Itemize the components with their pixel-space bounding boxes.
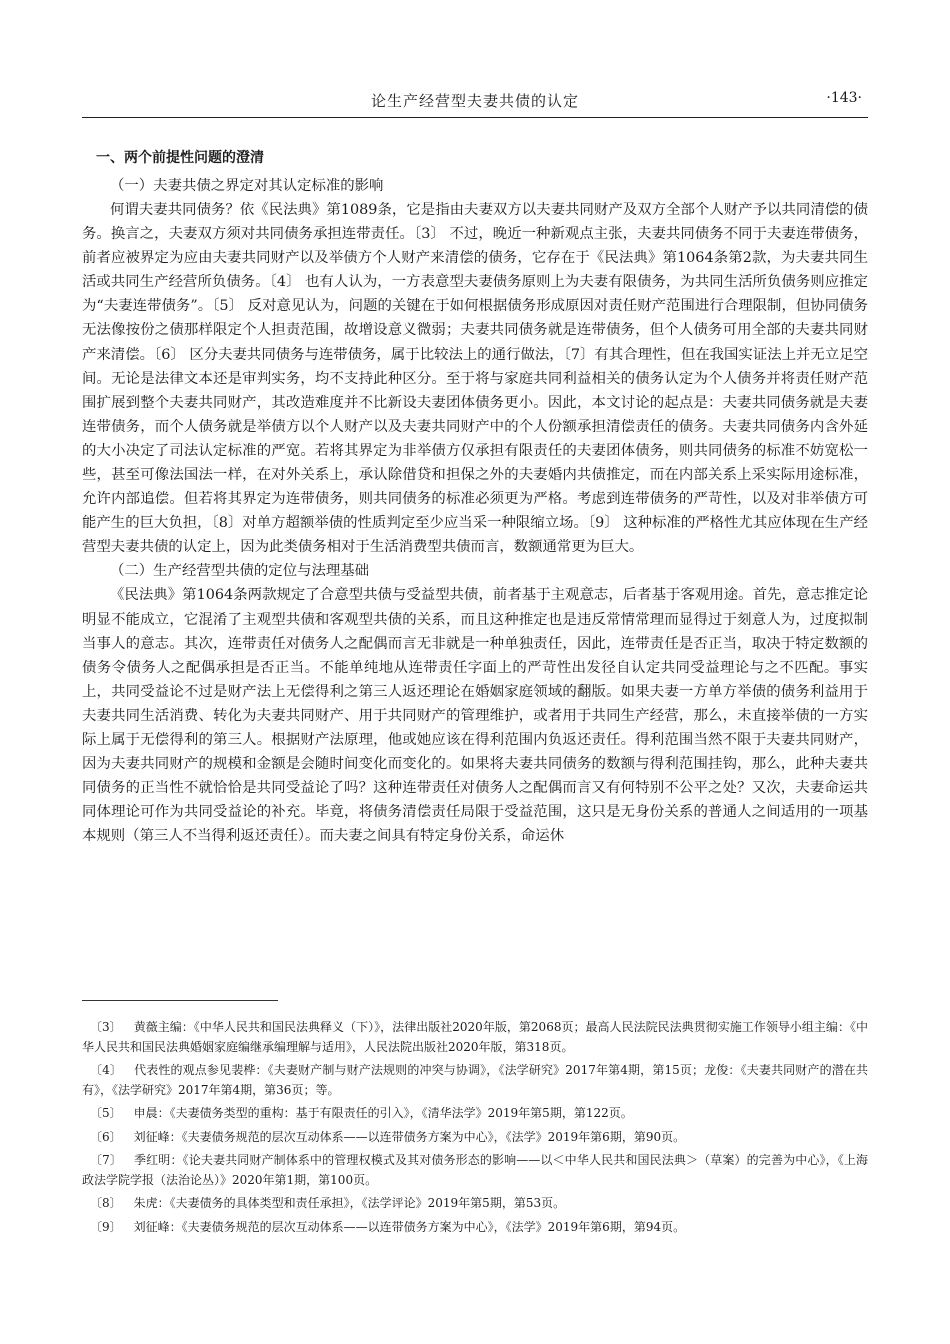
footnote-number: 〔7〕 <box>90 1153 123 1167</box>
footnote <box>82 1194 868 1214</box>
footnote-text: 季红明：《论夫妻共同财产制体系中的管理权模式及其对债务形态的影响——以＜中华人民共和国民法典＞（草案）的完善为中心》，《上海政法学院学报（法治论丛）》2020年第1期，第100页。 <box>82 1153 868 1187</box>
header-rule <box>82 117 868 118</box>
footnote-text: 刘征峰：《夫妻债务规范的层次互动体系——以连带债务方案为中心》，《法学》2019年第6期，第90页。 <box>133 1129 686 1144</box>
footnote-text: 申晨：《夫妻债务类型的重构：基于有限责任的引入》，《清华法学》2019年第5期，第122页。 <box>133 1106 633 1120</box>
section-heading: 一、两个前提性问题的澄清 <box>96 150 264 166</box>
footnote-number: 〔9〕 <box>90 1219 122 1234</box>
subsection-heading-1: （一）夫妻共债之界定对其认定标准的影响 <box>110 178 384 194</box>
footnote <box>82 1061 868 1100</box>
subsection-heading-2: （二）生产经营型共债的定位与法理基础 <box>110 563 370 580</box>
footnote-number: 〔3〕 <box>90 1020 122 1034</box>
footnote <box>82 1218 868 1238</box>
paragraph-1: 何谓夫妻共同债务？依《民法典》第1089条，它是指由夫妻双方以夫妻共同财产及双方全部个人财产予以共同清偿的债务。换言之，夫妻双方须对共同债务承担连带责任。〔3〕 不过，晚近一种新观点主张，夫妻共同债务不同于夫妻连带债务，前者应被界定为应由夫妻共同财产以及举债方个人财产来清偿的债务，它存在于《民法典》第1064条第2款，为夫妻共同生活或共同生产经营所负债务。〔4〕 也有人认为，一方表意型夫妻债务原则上为夫妻有限债务，为共同生活所负债务则应推定为“夫妻连带债务”。〔5〕 反对意见认为，问题的关键在于如何根据债务形成原因对责任财产范围进行合理限制，但协同债务无法像按份之债那样限定个人担责范围，故增设意义微弱；夫妻共同债务就是连带债务，但个人债务可用全部的夫妻共同财产来清偿。〔6〕 区分夫妻共同债务与连带债务，属于比较法上的通行做法，〔7〕有其合理性，但在我国实证法上并无立足空间。无论是法律文本还是审判实务，均不支持此种区分。至于将与家庭共同利益相关的债务认定为个人债务并将责任财产范围扩展到整个夫妻共同财产，其改造难度并不比新设夫妻团体债务更小。因此，本文讨论的起点是：夫妻共同债务就是夫妻连带债务，而个人债务就是举债方以个人财产以及夫妻共同财产中的个人份额承担清偿责任的债务。夫妻共同债务内含外延的大小决定了司法认定标准的严宽。若将其界定为非举债方仅承担有限责任的夫妻团体债务，则共同债务的标准不妨宽松一些，甚至可像法国法一样，在对外关系上，承认除借贷和担保之外的夫妻婚内共债推定，而在内部关系上采实际用途标准，允许内部追偿。但若将其界定为连带债务，则共同债务的标准必须更为严格。考虑到连带债务的严苛性，以及对非举债方可能产生的巨大负担，〔8〕对单方超额举债的性质判定至少应当采一种限缩立场。〔9〕 这种标准的严格性尤其应体现在生产经营型夫妻共债的认定上，因为此类债务相对于生活消费型共债而言，数额通常更为巨大。 <box>82 202 868 556</box>
page-number: ·143· <box>826 90 862 106</box>
footnote-number: 〔5〕 <box>90 1106 122 1120</box>
footnote-text: 朱虎：《夫妻债务的具体类型和责任承担》，《法学评论》2019年第5期，第53页。 <box>133 1196 566 1210</box>
footnote-number: 〔6〕 <box>90 1129 122 1144</box>
footnote <box>82 1018 868 1057</box>
article-body <box>82 146 868 848</box>
footnote-text: 刘征峰：《夫妻债务规范的层次互动体系——以连带债务方案为中心》，《法学》2019年第6期，第94页。 <box>133 1219 686 1234</box>
paragraph-2: 《民法典》第1064条两款规定了合意型共债与受益型共债，前者基于主观意志，后者基于客观用途。首先，意志推定论明显不能成立，它混淆了主观型共债和客观型共债的关系，而且这种推定也是违反常情常理而显得过于刻意人为，过度拟制当事人的意志。其次，连带责任对债务人之配偶而言无非就是一种单独责任，因此，连带责任是否正当，取决于特定数额的债务令债务人之配偶承担是否正当。不能单纯地从连带责任字面上的严苛性出发径自认定共同受益理论与之不匹配。事实上，共同受益论不过是财产法上无偿得利之第三人返还理论在婚姻家庭领域的翻版。如果夫妻一方单方举债的债务利益用于夫妻共同生活消费、转化为夫妻共同财产、用于共同财产的管理维护，或者用于共同生产经营，那么，未直接举债的一方实际上属于无偿得利的第三人。根据财产法原理，他或她应该在得利范围内负返还责任。得利范围当然不限于夫妻共同财产，因为夫妻共同财产的规模和金额是会随时间变化而变化的。如果将夫妻共同债务的数额与得利范围挂钩，那么，此种夫妻共同债务的正当性不就恰恰是共同受益论了吗？这种连带责任对债务人之配偶而言又有何特别不公平之处？又次，夫妻命运共同体理论可作为共同受益论的补充。毕竟，将债务清偿责任局限于受益范围，这只是无身份关系的普通人之间适用的一项基本规则（第三人不当得利返还责任）。而夫妻之间具有特定身份关系，命运休 <box>82 587 868 845</box>
footnote <box>82 1151 868 1190</box>
footnote-text: 代表性的观点参见裴桦：《夫妻财产制与财产法规则的冲突与协调》，《法学研究》2017年第4期，第15页；龙俊：《夫妻共同财产的潜在共有》，《法学研究》2017年第4期，第36页；等。 <box>82 1063 868 1097</box>
footnote-text: 黄薇主编：《中华人民共和国民法典释义（下）》，法律出版社2020年版，第2068页；最高人民法院民法典贯彻实施工作领导小组主编：《中华人民共和国民法典婚姻家庭编继承编理解与适用》，人民法院出版社2020年版，第318页。 <box>82 1020 868 1054</box>
footnote-rule <box>82 1000 278 1001</box>
footnote-number: 〔8〕 <box>90 1196 122 1210</box>
running-header <box>82 88 868 114</box>
footnote <box>82 1104 868 1124</box>
footnotes <box>82 1018 868 1241</box>
footnote <box>82 1128 868 1148</box>
footnote-number: 〔4〕 <box>90 1063 123 1077</box>
running-title: 论生产经营型夫妻共债的认定 <box>370 92 579 110</box>
